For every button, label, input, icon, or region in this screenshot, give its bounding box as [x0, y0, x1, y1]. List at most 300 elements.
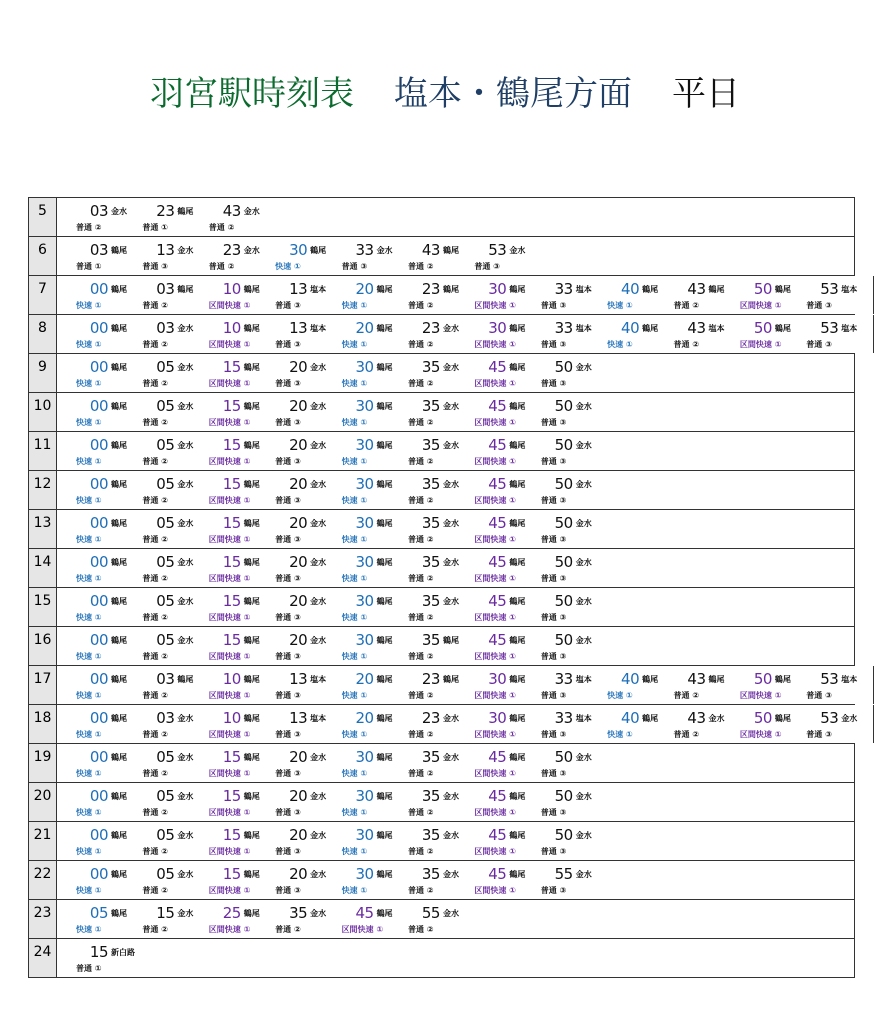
- departure-minute: 30: [488, 319, 507, 337]
- train-type-label: 普通 ②: [673, 691, 700, 700]
- departure-entry: [142, 510, 208, 548]
- departure-entry: [607, 705, 673, 743]
- train-type-label: 快速 ①: [76, 730, 102, 739]
- departure-minute: 00: [89, 787, 108, 805]
- destination-label: 鶴尾: [111, 480, 127, 489]
- destination-label: 金水: [177, 402, 194, 411]
- departure-entry: [209, 666, 275, 704]
- departure-minute: 30: [355, 358, 374, 376]
- departure-minute: 05: [156, 787, 175, 805]
- timetable-row: [29, 315, 858, 354]
- train-type-label: 快速 ①: [341, 847, 368, 856]
- departure-entry: [76, 198, 142, 236]
- timetable-row: [29, 198, 855, 237]
- departure-entry: [142, 627, 208, 665]
- destination-label: 鶴尾: [642, 714, 659, 723]
- destination-label: 金水: [442, 597, 459, 606]
- train-type-label: 普通 ③: [540, 457, 567, 466]
- timetable-row: [29, 549, 855, 588]
- destination-label: 鶴尾: [243, 792, 260, 801]
- train-type-label: 区間快速 ①: [474, 379, 516, 388]
- destination-label: 鶴尾: [243, 636, 260, 645]
- destination-label: 金水: [177, 753, 194, 762]
- destination-label: 鶴尾: [111, 831, 127, 840]
- departure-entry: [275, 237, 341, 275]
- departure-entry: [740, 705, 806, 743]
- departure-entry: [806, 315, 872, 353]
- departure-minute: 35: [421, 397, 440, 415]
- train-type-label: 普通 ②: [407, 457, 434, 466]
- destination-label: 金水: [442, 909, 459, 918]
- departure-entry: [674, 705, 740, 743]
- destination-label: 鶴尾: [111, 909, 127, 918]
- departure-entry: [342, 666, 408, 704]
- destination-label: 鶴尾: [111, 363, 127, 372]
- destination-label: 金水: [575, 753, 592, 762]
- departure-entry: [275, 666, 341, 704]
- timetable-row: [29, 939, 855, 978]
- departure-entry: [740, 276, 806, 314]
- train-type-label: 区間快速 ①: [208, 457, 251, 466]
- train-type-label: 区間快速 ①: [739, 730, 782, 739]
- train-type-label: 区間快速 ①: [474, 730, 516, 739]
- departure-minute: 33: [554, 709, 573, 727]
- train-type-label: 普通 ②: [407, 613, 434, 622]
- departure-minute: 15: [222, 436, 241, 454]
- hour-label: 21: [29, 822, 57, 860]
- train-type-label: 区間快速 ①: [208, 925, 251, 934]
- departure-entry: [76, 900, 142, 938]
- train-type-label: 普通 ②: [142, 379, 168, 388]
- destination-label: 鶴尾: [243, 714, 260, 723]
- departure-entry: [541, 666, 607, 704]
- destination-label: 金水: [575, 558, 592, 567]
- destination-label: 鶴尾: [376, 558, 393, 567]
- train-type-label: 区間快速 ①: [208, 652, 251, 661]
- departure-minute: 15: [222, 787, 241, 805]
- departure-minute: 45: [488, 592, 507, 610]
- destination-label: 鶴尾: [509, 597, 526, 606]
- hour-label: 9: [29, 354, 57, 392]
- train-type-label: 区間快速 ①: [208, 301, 251, 310]
- departure-minute: 35: [421, 865, 440, 883]
- departure-list: [57, 822, 855, 860]
- departure-entry: [474, 510, 540, 548]
- departure-minute: 23: [222, 241, 241, 259]
- departure-minute: 35: [421, 787, 440, 805]
- departure-minute: 35: [421, 475, 440, 493]
- departure-entry: [76, 744, 142, 782]
- destination-label: 塩本: [575, 324, 592, 333]
- departure-minute: 00: [89, 280, 108, 298]
- departure-entry: [541, 510, 607, 548]
- destination-label: 金水: [442, 714, 459, 723]
- departure-entry: [740, 666, 806, 704]
- train-type-label: 普通 ②: [142, 847, 168, 856]
- hour-label: 12: [29, 471, 57, 509]
- page-title: [0, 72, 890, 116]
- departure-entry: [342, 783, 408, 821]
- train-type-label: 普通 ②: [142, 808, 168, 817]
- departure-entry: [209, 198, 275, 236]
- destination-label: 鶴尾: [642, 285, 659, 294]
- destination-label: 鶴尾: [111, 558, 127, 567]
- departure-list: [57, 510, 855, 548]
- train-type-label: 区間快速 ①: [208, 769, 251, 778]
- destination-label: 鶴尾: [509, 870, 526, 879]
- departure-entry: [142, 861, 208, 899]
- destination-label: 鶴尾: [642, 675, 659, 684]
- train-type-label: 快速 ①: [607, 340, 633, 349]
- departure-entry: [342, 822, 408, 860]
- train-type-label: 普通 ②: [407, 301, 434, 310]
- train-type-label: 普通 ③: [540, 652, 567, 661]
- departure-entry: [541, 783, 607, 821]
- train-type-label: 快速 ①: [76, 457, 102, 466]
- destination-label: 金水: [243, 207, 260, 216]
- departure-minute: 20: [355, 670, 374, 688]
- train-type-label: 普通 ②: [407, 574, 434, 583]
- train-type-label: 普通 ③: [540, 691, 567, 700]
- train-type-label: 普通 ③: [341, 262, 368, 271]
- train-type-label: 普通 ②: [407, 535, 434, 544]
- train-type-label: 区間快速 ①: [474, 574, 516, 583]
- train-type-label: 普通 ①: [76, 262, 102, 271]
- departure-entry: [408, 471, 474, 509]
- departure-minute: 15: [222, 397, 241, 415]
- departure-minute: 45: [488, 475, 507, 493]
- train-type-label: 普通 ③: [275, 652, 301, 661]
- departure-entry: [541, 549, 607, 587]
- destination-label: 金水: [177, 324, 194, 333]
- departure-minute: 30: [355, 436, 374, 454]
- departure-minute: 50: [554, 514, 573, 532]
- train-type-label: 普通 ①: [76, 964, 102, 973]
- departure-minute: 30: [488, 280, 507, 298]
- departure-entry: [408, 588, 474, 626]
- destination-label: 金水: [177, 441, 194, 450]
- departure-minute: 13: [289, 280, 308, 298]
- destination-label: 鶴尾: [243, 402, 260, 411]
- departure-entry: [408, 627, 474, 665]
- departure-list: [57, 705, 874, 743]
- destination-label: 金水: [310, 753, 327, 762]
- destination-label: 金水: [310, 636, 327, 645]
- timetable-grid: [28, 197, 858, 978]
- destination-label: 金水: [442, 753, 459, 762]
- destination-label: 鶴尾: [376, 831, 393, 840]
- departure-minute: 13: [289, 709, 308, 727]
- train-type-label: 普通 ③: [540, 886, 567, 895]
- departure-minute: 35: [421, 436, 440, 454]
- departure-minute: 35: [421, 553, 440, 571]
- departure-minute: 13: [156, 241, 175, 259]
- departure-minute: 53: [820, 280, 839, 298]
- departure-minute: 30: [488, 709, 507, 727]
- train-type-label: 普通 ②: [407, 769, 434, 778]
- train-type-label: 普通 ③: [540, 730, 567, 739]
- destination-label: 鶴尾: [243, 831, 260, 840]
- train-type-label: 普通 ②: [142, 925, 168, 934]
- destination-label: 鶴尾: [442, 636, 459, 645]
- departure-minute: 00: [89, 553, 108, 571]
- train-type-label: 普通 ③: [275, 574, 301, 583]
- departure-entry: [408, 666, 474, 704]
- departure-minute: 15: [222, 826, 241, 844]
- destination-label: 鶴尾: [111, 285, 127, 294]
- train-type-label: 普通 ②: [673, 730, 700, 739]
- destination-label: 塩本: [575, 675, 592, 684]
- departure-entry: [342, 315, 408, 353]
- departure-entry: [76, 705, 142, 743]
- destination-label: 鶴尾: [509, 324, 526, 333]
- departure-minute: 45: [488, 865, 507, 883]
- departure-entry: [541, 822, 607, 860]
- destination-label: 金水: [575, 402, 592, 411]
- departure-minute: 30: [355, 748, 374, 766]
- departure-minute: 45: [488, 787, 507, 805]
- destination-label: 鶴尾: [177, 285, 194, 294]
- departure-entry: [607, 315, 673, 353]
- train-type-label: 普通 ②: [142, 730, 168, 739]
- train-type-label: 快速 ①: [341, 457, 368, 466]
- train-type-label: 普通 ②: [407, 379, 434, 388]
- train-type-label: 普通 ②: [142, 496, 168, 505]
- departure-minute: 30: [355, 787, 374, 805]
- departure-minute: 15: [222, 592, 241, 610]
- train-type-label: 快速 ①: [76, 301, 102, 310]
- destination-label: 塩本: [841, 285, 858, 294]
- train-type-label: 普通 ②: [142, 418, 168, 427]
- departure-minute: 43: [687, 319, 706, 337]
- hour-label: 19: [29, 744, 57, 782]
- destination-label: 塩本: [575, 714, 592, 723]
- departure-entry: [142, 588, 208, 626]
- hour-label: 6: [29, 237, 57, 275]
- train-type-label: 区間快速 ①: [474, 652, 516, 661]
- departure-list: [57, 744, 855, 782]
- departure-minute: 53: [820, 319, 839, 337]
- departure-entry: [209, 861, 275, 899]
- timetable-row: [29, 510, 855, 549]
- train-type-label: 快速 ①: [341, 886, 368, 895]
- destination-label: 鶴尾: [111, 792, 127, 801]
- departure-minute: 50: [753, 280, 772, 298]
- destination-label: 金水: [310, 441, 327, 450]
- destination-label: 金水: [177, 909, 194, 918]
- departure-entry: [474, 744, 540, 782]
- departure-minute: 10: [222, 709, 241, 727]
- destination-label: 金水: [177, 714, 194, 723]
- departure-minute: 15: [222, 358, 241, 376]
- departure-entry: [674, 315, 740, 353]
- departure-minute: 15: [222, 631, 241, 649]
- departure-minute: 45: [488, 553, 507, 571]
- departure-list: [57, 237, 855, 275]
- departure-minute: 50: [753, 670, 772, 688]
- destination-label: 鶴尾: [376, 480, 393, 489]
- departure-minute: 00: [89, 631, 108, 649]
- destination-label: 金水: [177, 558, 194, 567]
- departure-entry: [806, 705, 872, 743]
- departure-minute: 45: [488, 514, 507, 532]
- departure-entry: [142, 315, 208, 353]
- departure-minute: 05: [156, 748, 175, 766]
- train-type-label: 区間快速 ①: [474, 535, 516, 544]
- destination-label: 鶴尾: [177, 675, 194, 684]
- departure-entry: [76, 315, 142, 353]
- timetable-row: [29, 744, 855, 783]
- departure-entry: [142, 705, 208, 743]
- train-type-label: 区間快速 ①: [474, 496, 516, 505]
- destination-label: 鶴尾: [376, 870, 393, 879]
- destination-label: 塩本: [310, 714, 327, 723]
- train-type-label: 快速 ①: [76, 535, 102, 544]
- destination-label: 金水: [177, 480, 194, 489]
- train-type-label: 普通 ③: [540, 808, 567, 817]
- departure-entry: [408, 315, 474, 353]
- hour-label: 10: [29, 393, 57, 431]
- departure-entry: [76, 549, 142, 587]
- train-type-label: 普通 ②: [407, 886, 434, 895]
- departure-entry: [275, 432, 341, 470]
- departure-entry: [342, 588, 408, 626]
- departure-entry: [408, 510, 474, 548]
- departure-minute: 33: [554, 280, 573, 298]
- destination-label: 鶴尾: [376, 909, 393, 918]
- departure-entry: [408, 900, 474, 938]
- train-type-label: 快速 ①: [76, 418, 102, 427]
- departure-list: [57, 588, 855, 626]
- departure-entry: [76, 783, 142, 821]
- departure-entry: [142, 276, 208, 314]
- train-type-label: 快速 ①: [341, 340, 368, 349]
- departure-entry: [209, 237, 275, 275]
- train-type-label: 快速 ①: [275, 262, 301, 271]
- destination-label: 金水: [575, 792, 592, 801]
- departure-entry: [209, 705, 275, 743]
- departure-minute: 43: [687, 280, 706, 298]
- destination-label: 鶴尾: [243, 753, 260, 762]
- departure-entry: [142, 900, 208, 938]
- train-type-label: 普通 ③: [540, 496, 567, 505]
- departure-list: [57, 354, 855, 392]
- destination-label: 鶴尾: [442, 675, 459, 684]
- hour-label: 8: [29, 315, 57, 353]
- train-type-label: 普通 ③: [540, 301, 567, 310]
- destination-label: 金水: [841, 714, 858, 723]
- departure-minute: 45: [488, 397, 507, 415]
- destination-label: 鶴尾: [243, 675, 260, 684]
- departure-list: [57, 783, 855, 821]
- destination-label: 金水: [177, 363, 194, 372]
- train-type-label: 普通 ③: [540, 769, 567, 778]
- departure-entry: [275, 549, 341, 587]
- departure-minute: 10: [222, 319, 241, 337]
- departure-minute: 03: [156, 670, 175, 688]
- departure-entry: [342, 471, 408, 509]
- train-type-label: 普通 ②: [407, 652, 434, 661]
- departure-entry: [209, 744, 275, 782]
- destination-label: 金水: [177, 870, 194, 879]
- train-type-label: 区間快速 ①: [474, 691, 516, 700]
- timetable-row: [29, 627, 855, 666]
- departure-minute: 05: [156, 358, 175, 376]
- departure-entry: [474, 783, 540, 821]
- departure-minute: 50: [554, 397, 573, 415]
- departure-list: [57, 393, 855, 431]
- departure-entry: [209, 471, 275, 509]
- destination-label: 鶴尾: [243, 441, 260, 450]
- departure-minute: 50: [753, 709, 772, 727]
- departure-entry: [342, 744, 408, 782]
- destination-label: 鶴尾: [376, 597, 393, 606]
- timetable-row: [29, 705, 858, 744]
- departure-entry: [76, 432, 142, 470]
- departure-entry: [474, 432, 540, 470]
- destination-label: 鶴尾: [376, 675, 393, 684]
- departure-entry: [76, 588, 142, 626]
- departure-entry: [142, 198, 208, 236]
- departure-list: [57, 900, 855, 938]
- departure-minute: 20: [289, 865, 308, 883]
- destination-label: 鶴尾: [376, 792, 393, 801]
- train-type-label: 快速 ①: [76, 691, 102, 700]
- train-type-label: 快速 ①: [76, 613, 102, 622]
- departure-minute: 00: [89, 826, 108, 844]
- destination-label: 鶴尾: [243, 558, 260, 567]
- destination-label: 鶴尾: [774, 324, 791, 333]
- train-type-label: 普通 ③: [806, 301, 832, 310]
- destination-label: 鶴尾: [111, 324, 127, 333]
- destination-label: 鶴尾: [111, 636, 127, 645]
- train-type-label: 区間快速 ①: [739, 301, 782, 310]
- destination-label: 鶴尾: [243, 870, 260, 879]
- destination-label: 金水: [177, 519, 194, 528]
- train-type-label: 区間快速 ①: [208, 535, 251, 544]
- departure-entry: [209, 627, 275, 665]
- departure-minute: 00: [89, 592, 108, 610]
- destination-label: 金水: [310, 831, 327, 840]
- destination-label: 鶴尾: [177, 207, 194, 216]
- departure-minute: 00: [89, 670, 108, 688]
- destination-label: 鶴尾: [509, 792, 526, 801]
- departure-entry: [209, 900, 275, 938]
- departure-minute: 05: [156, 592, 175, 610]
- train-type-label: 普通 ③: [806, 340, 832, 349]
- departure-minute: 33: [554, 670, 573, 688]
- train-type-label: 普通 ③: [540, 535, 567, 544]
- train-type-label: 普通 ③: [806, 730, 832, 739]
- train-type-label: 快速 ①: [341, 496, 368, 505]
- destination-label: 金水: [177, 792, 194, 801]
- train-type-label: 区間快速 ①: [739, 691, 782, 700]
- train-type-label: 区間快速 ①: [474, 457, 516, 466]
- train-type-label: 区間快速 ①: [474, 847, 516, 856]
- train-type-label: 普通 ②: [142, 652, 168, 661]
- destination-label: 鶴尾: [774, 285, 791, 294]
- hour-label: 5: [29, 198, 57, 236]
- train-type-label: 普通 ③: [540, 613, 567, 622]
- departure-entry: [342, 432, 408, 470]
- hour-label: 22: [29, 861, 57, 899]
- departure-minute: 23: [156, 202, 175, 220]
- train-type-label: 普通 ③: [275, 808, 301, 817]
- departure-minute: 30: [488, 670, 507, 688]
- train-type-label: 快速 ①: [76, 379, 102, 388]
- departure-minute: 50: [554, 631, 573, 649]
- destination-label: 鶴尾: [111, 441, 127, 450]
